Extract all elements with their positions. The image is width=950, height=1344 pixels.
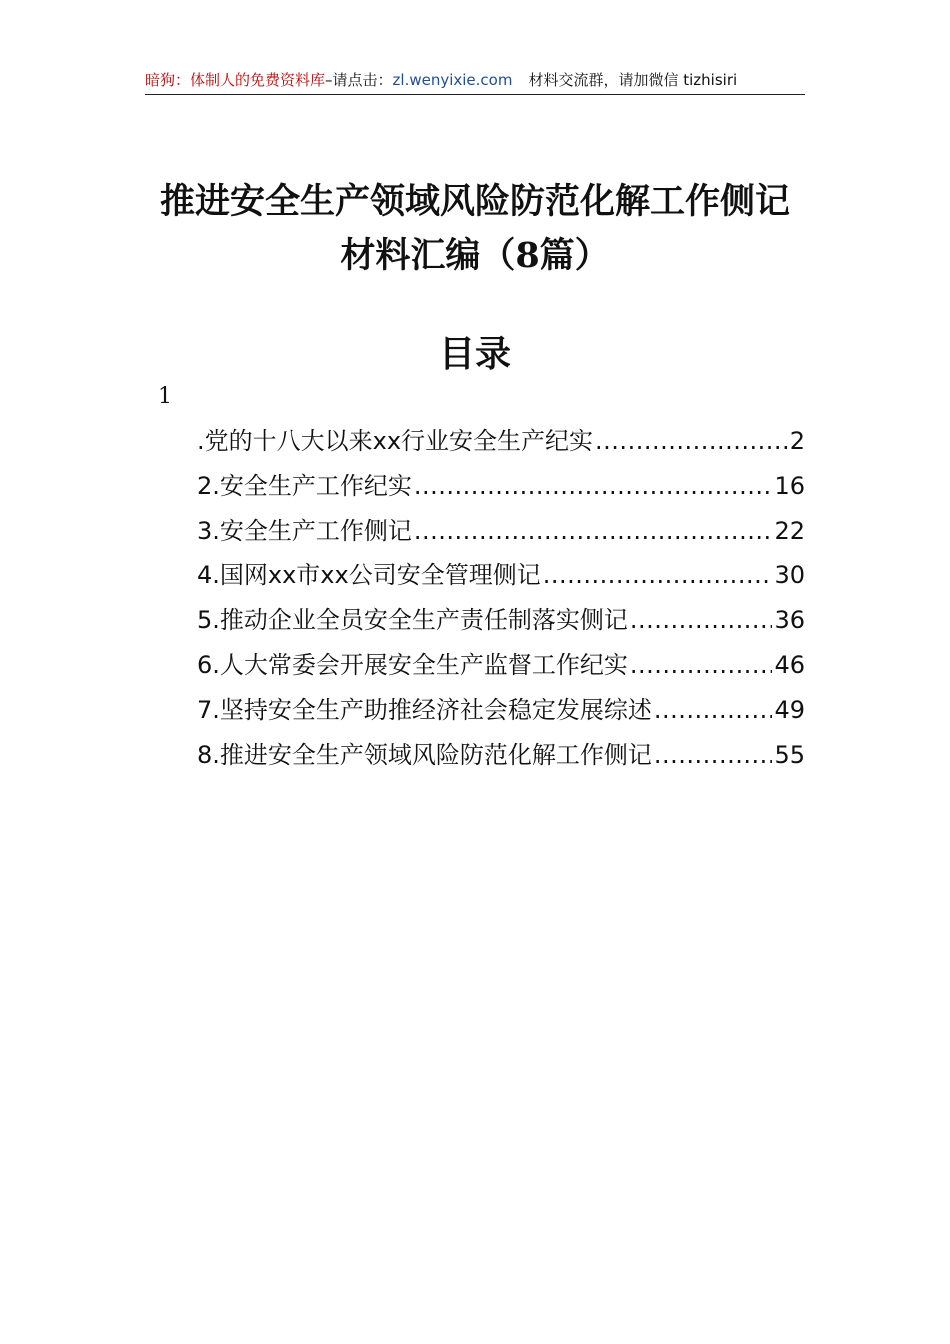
toc-dot-leader [595, 423, 788, 459]
toc-entry-label: 6.人大常委会开展安全生产监督工作纪实 [197, 650, 628, 679]
toc-entry-label: 3.安全生产工作侧记 [197, 516, 412, 545]
toc-dot-leader [543, 557, 773, 593]
toc-entry[interactable] [197, 468, 805, 513]
table-of-contents [197, 423, 805, 781]
toc-entry-page: 16 [774, 471, 805, 500]
toc-heading: 目录 [438, 333, 511, 375]
toc-entry[interactable] [197, 557, 805, 602]
toc-entry[interactable] [197, 647, 805, 692]
toc-entry-label: .党的十八大以来xx行业安全生产纪实 [197, 427, 594, 455]
toc-dot-leader [414, 513, 773, 549]
toc-entry-page: 36 [774, 606, 805, 635]
toc-entry[interactable] [197, 423, 805, 468]
header-wechat-note: 材料交流群，请加微信 tizhisiri [528, 71, 738, 89]
toc-entry[interactable] [197, 602, 805, 647]
toc-dot-leader [654, 692, 773, 728]
toc-entry-label: 7.坚持安全生产助推经济社会稳定发展综述 [197, 695, 652, 724]
header-brand: 暗狗：体制人的免费资料库 [145, 71, 326, 89]
toc-dot-leader [654, 737, 773, 773]
toc-entry-label: 8.推进安全生产领域风险防范化解工作侧记 [197, 740, 652, 769]
toc-entry[interactable] [197, 513, 805, 558]
toc-entry-page: 49 [774, 695, 805, 724]
toc-entry-label: 5.推动企业全员安全生产责任制落实侧记 [197, 606, 628, 635]
toc-entry-page: 46 [774, 650, 805, 679]
page-header [145, 68, 805, 95]
toc-entry-label: 4.国网xx市xx公司安全管理侧记 [197, 561, 541, 590]
toc-entry[interactable] [197, 692, 805, 737]
header-click-prompt: –请点击： [325, 71, 393, 89]
toc-entry-label: 2.安全生产工作纪实 [197, 471, 412, 500]
toc-dot-leader [630, 647, 773, 683]
document-title-line2: 材料汇编（8篇） [340, 235, 610, 276]
toc-dot-leader [414, 468, 773, 504]
toc-entry-page: 2 [789, 427, 805, 455]
toc-entry-page: 55 [774, 740, 805, 769]
toc-dot-leader [630, 602, 773, 638]
toc-leading-number: 1 [158, 384, 172, 409]
toc-entry-page: 30 [774, 561, 805, 590]
toc-entry[interactable] [197, 737, 805, 782]
header-link[interactable]: zl.wenyixie.com [392, 71, 513, 89]
toc-entry-page: 22 [774, 516, 805, 545]
document-title-line1: 推进安全生产领域风险防范化解工作侧记 [159, 181, 790, 222]
